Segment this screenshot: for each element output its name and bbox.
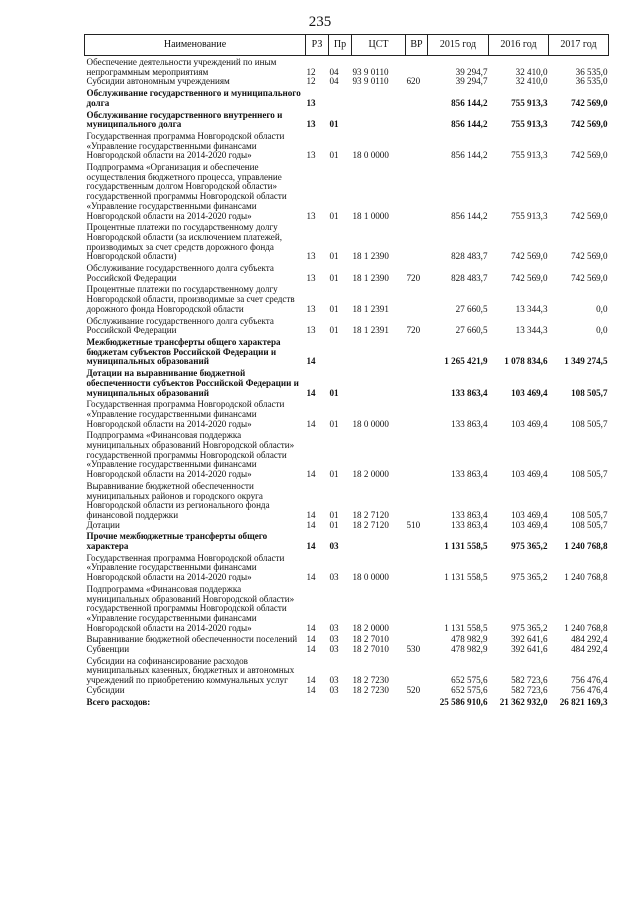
cell-vr [406, 109, 428, 130]
cell-vr [406, 480, 428, 521]
cell-2015: 39 294,7 [455, 66, 488, 77]
cell-cst: 18 1 2391 [352, 303, 389, 314]
cell-2015: 133 863,4 [451, 418, 488, 429]
cell-vr: 530 [406, 644, 421, 655]
cell-cst: 18 1 2390 [352, 251, 389, 262]
cell-cst: 18 2 0000 [352, 622, 389, 633]
cell-2017: 0,0 [596, 303, 608, 314]
cell-name: Обслуживание государственного и муниципального долга [86, 88, 301, 108]
cell-vr [406, 429, 428, 480]
cell-2016: 975 365,2 [511, 622, 548, 633]
cell-rz: 14 [306, 622, 316, 633]
table-row [85, 56, 609, 78]
cell-cst: 93 9 0110 [352, 66, 389, 77]
table-header-row [85, 35, 609, 56]
cell-2017: 0,0 [596, 325, 608, 336]
table-row [85, 480, 609, 521]
cell-vr: 510 [406, 519, 421, 530]
cell-vr: 520 [406, 684, 421, 695]
cell-vr [406, 398, 428, 429]
cell-2017: 742 569,0 [571, 272, 608, 283]
cell-cst [352, 696, 406, 708]
header-vr: ВР [406, 35, 428, 56]
cell-2015: 828 483,7 [451, 251, 488, 262]
cell-vr: 620 [406, 76, 421, 87]
cell-name: Подпрограмма «Организация и обеспечение осуществления бюджетного процесса, управление государственным долгом Новгородской области» государственной программы Новгородской области «Управление государственными финансами Новгородской области на 2014-2020 годы» [86, 162, 287, 221]
cell-2017: 36 535,0 [575, 76, 608, 87]
cell-2015: 39 294,7 [455, 76, 488, 87]
cell-2017: 484 292,4 [571, 634, 608, 645]
header-rz: РЗ [306, 35, 329, 56]
cell-2017: 36 535,0 [575, 66, 608, 77]
cell-2015: 856 144,2 [451, 119, 488, 130]
table-row [85, 655, 609, 686]
cell-name: Субсидии [86, 684, 125, 695]
cell-2017: 108 505,7 [571, 509, 608, 520]
cell-pr: 04 [329, 66, 339, 77]
cell-pr: 01 [329, 251, 339, 262]
cell-rz: 14 [306, 387, 316, 398]
cell-rz: 14 [306, 634, 316, 645]
cell-rz: 12 [306, 76, 316, 87]
cell-vr [406, 87, 428, 108]
cell-pr [329, 87, 352, 108]
cell-vr [406, 696, 428, 708]
cell-2015: 856 144,2 [451, 210, 488, 221]
cell-2017: 108 505,7 [571, 469, 608, 480]
cell-cst: 18 0 0000 [352, 418, 389, 429]
cell-rz: 13 [306, 303, 316, 314]
cell-vr: 720 [406, 272, 421, 283]
cell-2015: 652 575,6 [451, 684, 488, 695]
cell-name: Государственная программа Новгородской области «Управление государственными финансами Новгородской области на 2014-2020 годы» [86, 130, 285, 161]
cell-pr: 03 [329, 675, 339, 686]
cell-2015: 652 575,6 [451, 675, 488, 686]
cell-name: Обслуживание государственного долга субъекта Российской Федерации [86, 263, 274, 283]
cell-rz: 14 [306, 684, 316, 695]
cell-pr: 01 [329, 469, 339, 480]
table-row [85, 645, 609, 655]
cell-2016: 975 365,2 [511, 572, 548, 583]
cell-name: Выравнивание бюджетной обеспеченности поселений [86, 634, 298, 645]
cell-2015: 1 131 558,5 [444, 622, 488, 633]
table-row [85, 521, 609, 531]
cell-2016: 32 410,0 [515, 76, 548, 87]
cell-vr [406, 655, 428, 686]
cell-cst [352, 336, 406, 367]
cell-2017: 484 292,4 [571, 644, 608, 655]
cell-name: Подпрограмма «Финансовая поддержка муниципальных образований Новгородской области» государственной программы Новгородской области «Управление государственными финансами Новгородской области на 2014-2020 годы» [86, 583, 295, 633]
table-row [85, 398, 609, 429]
table-row [85, 130, 609, 161]
header-pr: Пр [329, 35, 352, 56]
cell-vr [406, 56, 428, 78]
cell-cst [352, 530, 406, 551]
cell-rz: 14 [306, 675, 316, 686]
cell-2015: 828 483,7 [451, 272, 488, 283]
header-2015: 2015 год [428, 35, 489, 56]
cell-rz: 14 [306, 469, 316, 480]
cell-2016: 103 469,4 [511, 469, 548, 480]
cell-name: Прочие межбюджетные трансферты общего характера [86, 531, 268, 552]
cell-2016: 103 469,4 [511, 519, 548, 530]
cell-pr [329, 336, 352, 367]
cell-2015: 856 144,2 [451, 97, 488, 108]
cell-pr: 01 [329, 150, 339, 161]
table-row [85, 530, 609, 551]
cell-cst [352, 87, 406, 108]
table-row [85, 552, 609, 583]
cell-2016: 755 913,3 [511, 97, 548, 108]
cell-cst [352, 109, 406, 130]
cell-2016: 582 723,6 [511, 675, 548, 686]
cell-pr [329, 696, 352, 708]
cell-2017: 108 505,7 [571, 418, 608, 429]
cell-cst: 18 1 2391 [352, 325, 389, 336]
cell-2016: 742 569,0 [511, 272, 548, 283]
cell-name: Дотации на выравнивание бюджетной обеспеченности субъектов Российской Федерации и муниципальных образований [86, 368, 299, 398]
cell-vr [406, 336, 428, 367]
cell-rz: 13 [306, 97, 316, 108]
cell-2017: 1 240 768,8 [564, 541, 608, 552]
cell-cst: 18 2 7230 [352, 684, 389, 695]
cell-2016: 13 344,3 [515, 303, 548, 314]
cell-2017: 108 505,7 [571, 519, 608, 530]
cell-pr: 01 [329, 509, 339, 520]
cell-vr [406, 367, 428, 398]
cell-name: Субвенции [86, 644, 130, 655]
cell-pr: 03 [329, 541, 339, 552]
cell-rz: 13 [306, 119, 316, 130]
cell-rz: 14 [306, 572, 316, 583]
header-2016: 2016 год [489, 35, 549, 56]
cell-name: Процентные платежи по государственному долгу Новгородской области, производимые за счет средств дорожного фонда Новгородской области [86, 284, 295, 314]
cell-pr: 03 [329, 634, 339, 645]
cell-2017: 756 476,4 [571, 675, 608, 686]
table-row [85, 77, 609, 87]
table-row [85, 221, 609, 262]
cell-2016: 582 723,6 [511, 684, 548, 695]
table-row [85, 109, 609, 130]
cell-vr [406, 583, 428, 634]
cell-cst: 18 2 7120 [352, 519, 389, 530]
cell-rz: 14 [306, 541, 316, 552]
cell-2017: 1 240 768,8 [564, 622, 608, 633]
cell-cst: 18 2 7010 [352, 634, 389, 645]
cell-cst: 18 0 0000 [352, 572, 389, 583]
cell-2017: 1 240 768,8 [564, 572, 608, 583]
cell-2015: 133 863,4 [451, 469, 488, 480]
cell-2017: 742 569,0 [571, 150, 608, 161]
cell-2015: 27 660,5 [455, 303, 488, 314]
cell-2015: 1 131 558,5 [444, 541, 488, 552]
table-row [85, 696, 609, 708]
cell-name: Обслуживание государственного долга субъекта Российской Федерации [86, 315, 274, 336]
table-row [85, 283, 609, 314]
table-row [85, 262, 609, 283]
cell-2015: 27 660,5 [455, 325, 488, 336]
cell-2016: 21 362 932,0 [499, 696, 548, 707]
table-row [85, 336, 609, 367]
cell-2016: 13 344,3 [515, 325, 548, 336]
table-row [85, 686, 609, 696]
cell-rz: 13 [306, 150, 316, 161]
cell-name: Всего расходов: [86, 696, 151, 707]
cell-pr: 01 [329, 210, 339, 221]
cell-2017: 108 505,7 [571, 387, 608, 398]
cell-pr: 01 [329, 119, 339, 130]
cell-vr: 720 [406, 325, 421, 336]
cell-name: Обеспечение деятельности учреждений по иным непрограммным мероприятиям [86, 57, 277, 77]
cell-2016: 755 913,3 [511, 210, 548, 221]
header-2017: 2017 год [549, 35, 609, 56]
cell-2016: 1 078 834,6 [504, 356, 548, 367]
cell-pr: 01 [329, 387, 339, 398]
cell-name: Государственная программа Новгородской области «Управление государственными финансами Новгородской области на 2014-2020 годы» [86, 552, 285, 583]
cell-2016: 103 469,4 [511, 509, 548, 520]
cell-2016: 32 410,0 [515, 66, 548, 77]
cell-rz: 13 [306, 251, 316, 262]
cell-pr: 03 [329, 684, 339, 695]
cell-rz [306, 696, 329, 708]
cell-cst: 18 1 0000 [352, 210, 389, 221]
cell-2017: 1 349 274,5 [564, 356, 608, 367]
cell-2015: 133 863,4 [451, 509, 488, 520]
cell-vr [406, 552, 428, 583]
cell-rz: 12 [306, 66, 316, 77]
cell-2015: 1 131 558,5 [444, 572, 488, 583]
cell-rz: 14 [306, 509, 316, 520]
cell-rz: 14 [306, 644, 316, 655]
cell-name: Процентные платежи по государственному долгу Новгородской области (за исключением платежей, производимых за счет средств дорожного фонда Новгородской области) [86, 222, 282, 262]
cell-2016: 103 469,4 [511, 387, 548, 398]
cell-2017: 742 569,0 [571, 119, 608, 130]
cell-pr: 03 [329, 644, 339, 655]
cell-2016: 755 913,3 [511, 150, 548, 161]
cell-2015: 133 863,4 [451, 387, 488, 398]
cell-2015: 478 982,9 [451, 644, 488, 655]
cell-2016: 975 365,2 [511, 541, 548, 552]
cell-rz: 13 [306, 272, 316, 283]
cell-rz: 13 [306, 325, 316, 336]
cell-rz: 14 [306, 418, 316, 429]
cell-name: Субсидии автономным учреждениям [86, 76, 230, 87]
cell-vr [406, 530, 428, 551]
cell-2015: 856 144,2 [451, 150, 488, 161]
cell-2016: 103 469,4 [511, 418, 548, 429]
cell-cst: 18 0 0000 [352, 150, 389, 161]
cell-pr: 03 [329, 572, 339, 583]
cell-pr: 03 [329, 622, 339, 633]
cell-pr: 01 [329, 418, 339, 429]
cell-name: Субсидии на софинансирование расходов муниципальных казенных, бюджетных и автономных учреждений по приобретению коммунальных услуг [86, 655, 295, 686]
cell-cst [352, 367, 406, 398]
cell-2015: 133 863,4 [451, 519, 488, 530]
cell-cst: 18 1 2390 [352, 272, 389, 283]
header-cst: ЦСТ [352, 35, 406, 56]
table-row [85, 583, 609, 634]
cell-2017: 742 569,0 [571, 210, 608, 221]
cell-name: Подпрограмма «Финансовая поддержка муниципальных образований Новгородской области» государственной программы Новгородской области «Управление государственными финансами Новгородской области на 2014-2020 годы» [86, 430, 295, 480]
table-row [85, 315, 609, 336]
cell-cst: 18 2 0000 [352, 469, 389, 480]
cell-vr [406, 221, 428, 262]
page-number: 235 [308, 14, 332, 30]
expenses-table [84, 34, 609, 707]
cell-2016: 392 641,6 [511, 644, 548, 655]
cell-2015: 1 265 421,9 [444, 356, 488, 367]
cell-rz: 13 [306, 210, 316, 221]
cell-pr: 04 [329, 76, 339, 87]
cell-pr: 01 [329, 272, 339, 283]
cell-cst: 18 2 7120 [352, 509, 389, 520]
cell-2016: 755 913,3 [511, 119, 548, 130]
cell-2017: 742 569,0 [571, 97, 608, 108]
cell-cst: 18 2 7230 [352, 675, 389, 686]
cell-pr: 01 [329, 325, 339, 336]
cell-2017: 742 569,0 [571, 251, 608, 262]
cell-vr [406, 130, 428, 161]
cell-2016: 392 641,6 [511, 634, 548, 645]
cell-2015: 478 982,9 [451, 634, 488, 645]
cell-vr [406, 161, 428, 221]
cell-cst: 93 9 0110 [352, 76, 389, 87]
cell-2017: 756 476,4 [571, 684, 608, 695]
table-row [85, 429, 609, 480]
cell-vr [406, 283, 428, 314]
table-row [85, 87, 609, 108]
cell-cst: 18 2 7010 [352, 644, 389, 655]
table-row [85, 367, 609, 398]
cell-pr: 01 [329, 519, 339, 530]
cell-2016: 742 569,0 [511, 251, 548, 262]
cell-rz: 14 [306, 519, 316, 530]
cell-2017: 26 821 169,3 [559, 696, 608, 707]
header-name: Наименование [85, 35, 306, 56]
table-row [85, 161, 609, 221]
cell-name: Дотации [86, 519, 120, 530]
cell-2015: 25 586 910,6 [439, 696, 488, 707]
cell-name: Межбюджетные трансферты общего характера бюджетам субъектов Российской Федерации и муниципальных образований [86, 336, 281, 367]
cell-name: Обслуживание государственного внутреннего и муниципального долга [86, 109, 283, 130]
cell-name: Государственная программа Новгородской области «Управление государственными финансами Новгородской области на 2014-2020 годы» [86, 399, 285, 429]
cell-pr: 01 [329, 303, 339, 314]
cell-name: Выравнивание бюджетной обеспеченности муниципальных районов и городского округа Новгородской области из регионального фонда финансовой поддержки [86, 480, 270, 520]
cell-rz: 14 [306, 356, 316, 367]
